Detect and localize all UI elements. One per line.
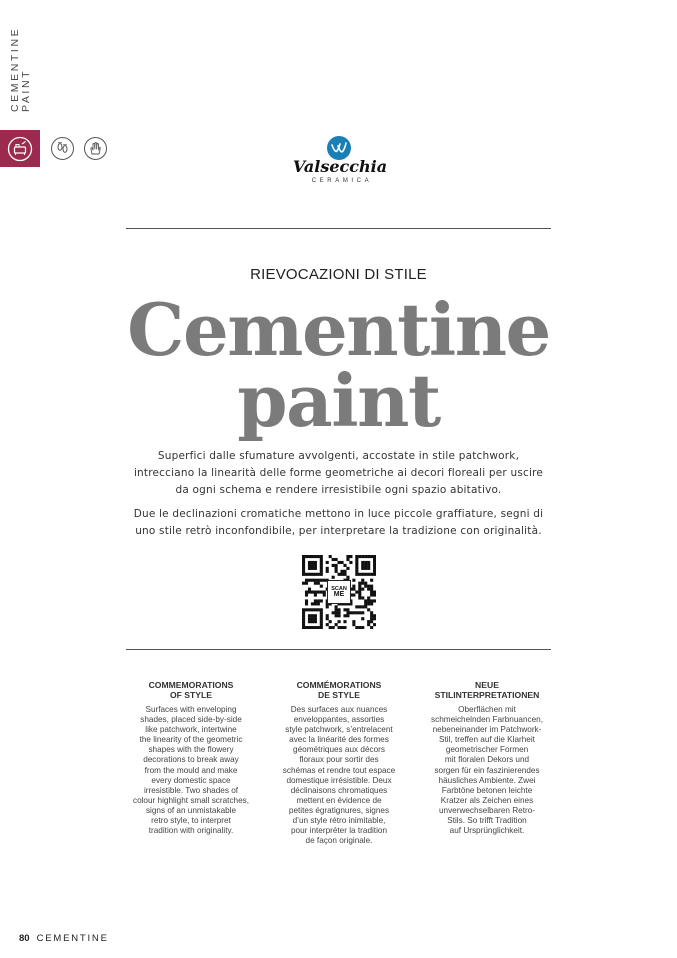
qr-module [349, 611, 352, 614]
qr-module [329, 626, 332, 629]
qr-module [349, 561, 352, 564]
qr-badge-line2: ME [333, 591, 345, 598]
qr-module [355, 611, 358, 614]
brand-subtitle: CERAMICA [311, 178, 373, 184]
qr-module [320, 626, 323, 629]
qr-module [332, 611, 335, 614]
qr-module [358, 591, 361, 594]
qr-module [373, 567, 376, 570]
qr-module [361, 582, 364, 585]
qr-module [308, 588, 311, 591]
qr-module [311, 579, 314, 582]
qr-module [320, 564, 323, 567]
qr-module [308, 617, 311, 620]
qr-module [367, 623, 370, 626]
qr-module [326, 605, 329, 608]
qr-module [364, 582, 367, 585]
qr-module [370, 617, 373, 620]
qr-module [355, 570, 358, 573]
qr-module [314, 573, 317, 576]
qr-module [317, 626, 320, 629]
qr-module [305, 579, 308, 582]
qr-module [338, 620, 341, 623]
column-body: Des surfaces aux nuances enveloppantes, assorties style patchwork, s’entrelacent avec la linéarité des formes géométriques aux décors floraux pour sortir des schémas et rendre tout espace domestique irrésistible. Deux déclinaisons chromatiques mettent en évidence de petites égratignures, signes d’un style rétro inimitable, pour interpréter la tradition de façon originale. [282, 705, 396, 846]
qr-module [332, 626, 335, 629]
qr-module [338, 561, 341, 564]
qr-module [361, 605, 364, 608]
qr-module [364, 605, 367, 608]
qr-module [370, 611, 373, 614]
section-kicker: RIEVOCAZIONI DI STILE [250, 266, 427, 283]
qr-module [367, 596, 370, 599]
qr-module [314, 579, 317, 582]
qr-module [370, 602, 373, 605]
qr-module [367, 585, 370, 588]
qr-module [346, 608, 349, 611]
qr-module [308, 564, 311, 567]
qr-module [358, 611, 361, 614]
qr-module [361, 626, 364, 629]
qr-module [317, 555, 320, 558]
qr-module [355, 605, 358, 608]
footer-section: CEMENTINE [36, 933, 109, 944]
qr-module [364, 564, 367, 567]
qr-module [317, 591, 320, 594]
qr-module [367, 555, 370, 558]
side-section-label [6, 14, 36, 114]
qr-module [302, 623, 305, 626]
qr-module [346, 576, 349, 579]
qr-module [311, 591, 314, 594]
qr-module [361, 573, 364, 576]
qr-module [308, 561, 311, 564]
qr-module [326, 561, 329, 564]
qr-module [311, 626, 314, 629]
qr-module [302, 611, 305, 614]
qr-module [343, 620, 346, 623]
qr-module [302, 626, 305, 629]
qr-module [373, 623, 376, 626]
qr-module [332, 576, 335, 579]
qr-module [320, 591, 323, 594]
qr-module [358, 555, 361, 558]
qr-module [346, 614, 349, 617]
qr-module [355, 591, 358, 594]
qr-module [317, 573, 320, 576]
qr-module [367, 599, 370, 602]
qr-module [352, 611, 355, 614]
qr-module [311, 564, 314, 567]
qr-module [305, 599, 308, 602]
qr-module [338, 611, 341, 614]
qr-module [311, 573, 314, 576]
qr-module [314, 555, 317, 558]
qr-module [370, 591, 373, 594]
qr-module [323, 593, 326, 596]
qr-module [314, 582, 317, 585]
column-german [420, 680, 554, 836]
column-heading: COMMEMORATIONS OF STYLE [148, 680, 234, 700]
qr-module [335, 570, 338, 573]
qr-module [358, 596, 361, 599]
column-heading: NEUE STILINTERPRETATIONEN [434, 680, 540, 700]
qr-module [314, 561, 317, 564]
qr-module [367, 573, 370, 576]
qr-module [355, 573, 358, 576]
qr-module [302, 582, 305, 585]
qr-module [358, 626, 361, 629]
qr-module [305, 555, 308, 558]
qr-module [343, 573, 346, 576]
qr-module [335, 558, 338, 561]
qr-module [343, 564, 346, 567]
qr-module [373, 591, 376, 594]
qr-module [340, 561, 343, 564]
qr-module [335, 567, 338, 570]
qr-module [361, 564, 364, 567]
qr-module [314, 617, 317, 620]
qr-module [370, 555, 373, 558]
qr-module [302, 555, 305, 558]
qr-module [326, 567, 329, 570]
qr-module [308, 620, 311, 623]
qr-module [373, 599, 376, 602]
qr-module [335, 611, 338, 614]
qr-module [370, 614, 373, 617]
qr-module [308, 573, 311, 576]
qr-module [320, 579, 323, 582]
qr-module [367, 608, 370, 611]
qr-module [358, 605, 361, 608]
qr-module [335, 614, 338, 617]
qr-module [320, 561, 323, 564]
footprints-icon [51, 137, 74, 160]
qr-module [320, 567, 323, 570]
qr-module [302, 614, 305, 617]
brand-logo [280, 134, 400, 190]
qr-module [311, 617, 314, 620]
qr-module [343, 570, 346, 573]
qr-module [311, 567, 314, 570]
qr-module [329, 620, 332, 623]
qr-module [302, 567, 305, 570]
qr-module [343, 626, 346, 629]
page-footer [19, 933, 109, 944]
qr-module [314, 602, 317, 605]
qr-module [373, 570, 376, 573]
qr-module [320, 608, 323, 611]
qr-module [317, 608, 320, 611]
qr-module [302, 564, 305, 567]
qr-module [326, 614, 329, 617]
qr-module [352, 585, 355, 588]
page-number: 80 [19, 933, 30, 944]
qr-module [323, 591, 326, 594]
qr-module [370, 573, 373, 576]
qr-module [355, 567, 358, 570]
qr-module [367, 620, 370, 623]
qr-module [343, 614, 346, 617]
qr-module [320, 623, 323, 626]
qr-module [314, 591, 317, 594]
side-label-line1: CEMENTINE [9, 26, 21, 112]
qr-module [361, 555, 364, 558]
qr-module [361, 579, 364, 582]
qr-module [302, 570, 305, 573]
qr-module [302, 561, 305, 564]
qr-module [314, 620, 317, 623]
intro-paragraph-2: Due le declinazioni cromatiche mettono in luce piccole graffiature, segni di uno stile retrò inconfondibile, per interpretare la tradizione con originalità. [133, 508, 544, 537]
qr-module [358, 588, 361, 591]
qr-module [367, 602, 370, 605]
page-title [100, 287, 577, 443]
bottom-divider [126, 649, 551, 650]
qr-module [361, 588, 364, 591]
qr-module [314, 608, 317, 611]
qr-module [361, 567, 364, 570]
qr-module [370, 593, 373, 596]
qr-module [305, 593, 308, 596]
qr-module [370, 626, 373, 629]
qr-module [367, 561, 370, 564]
qr-module [340, 570, 343, 573]
title-line2: paint [237, 358, 440, 443]
top-divider [126, 228, 551, 229]
qr-module [326, 623, 329, 626]
qr-module [355, 561, 358, 564]
qr-module [358, 593, 361, 596]
qr-module [302, 608, 305, 611]
qr-module [314, 626, 317, 629]
qr-module [373, 561, 376, 564]
qr-module [358, 582, 361, 585]
qr-module [320, 617, 323, 620]
qr-badge-line1: SCAN [331, 586, 347, 592]
qr-module [335, 564, 338, 567]
column-english [124, 680, 258, 836]
qr-module [311, 602, 314, 605]
qr-module [314, 593, 317, 596]
qr-module [308, 579, 311, 582]
qr-module [358, 585, 361, 588]
qr-code[interactable] [302, 555, 376, 629]
qr-module [317, 602, 320, 605]
qr-module [355, 555, 358, 558]
intro-text [126, 448, 551, 547]
qr-module [305, 582, 308, 585]
qr-module [346, 567, 349, 570]
qr-module [308, 626, 311, 629]
column-heading: COMMÉMORATIONS DE STYLE [296, 680, 382, 700]
qr-module [364, 585, 367, 588]
qr-module [370, 599, 373, 602]
qr-module [364, 561, 367, 564]
qr-module [340, 573, 343, 576]
qr-module [338, 626, 341, 629]
qr-module [352, 579, 355, 582]
qr-module [305, 608, 308, 611]
qr-module [373, 614, 376, 617]
qr-module [320, 558, 323, 561]
qr-module [364, 573, 367, 576]
qr-module [314, 564, 317, 567]
column-french [272, 680, 406, 846]
qr-module [364, 567, 367, 570]
qr-module [349, 555, 352, 558]
qr-module [370, 585, 373, 588]
qr-module [361, 617, 364, 620]
qr-module [367, 567, 370, 570]
qr-module [317, 579, 320, 582]
qr-module [320, 620, 323, 623]
side-label-line2: PAINT [20, 68, 32, 112]
column-body: Oberflächen mit schmeichelnden Farbnuancen, nebeneinander im Patchwork- Stil, treffen auf die Klarheit geometrischer Formen mit floralen Dekors und sorgen für ein faszinierendes häusliches Ambiente. Zwei Farbtöne betonen leichte Kratzer als Zeichen eines unverwechselbaren Retro- Stils. So trifft Tradition auf Ursprünglichkeit. [431, 705, 543, 836]
qr-module [308, 608, 311, 611]
qr-module [320, 611, 323, 614]
qr-module [352, 588, 355, 591]
qr-module [373, 564, 376, 567]
qr-module [314, 599, 317, 602]
qr-module [373, 555, 376, 558]
qr-module [367, 588, 370, 591]
qr-module [332, 564, 335, 567]
qr-module [320, 599, 323, 602]
qr-module [364, 555, 367, 558]
qr-module [302, 620, 305, 623]
hand-touch-icon [84, 137, 107, 160]
qr-module [317, 599, 320, 602]
qr-module [305, 626, 308, 629]
qr-module [335, 608, 338, 611]
qr-module [335, 623, 338, 626]
qr-module [302, 617, 305, 620]
qr-module [367, 564, 370, 567]
qr-module [338, 573, 341, 576]
qr-module [329, 555, 332, 558]
qr-module [370, 579, 373, 582]
qr-module [311, 614, 314, 617]
qr-module [320, 573, 323, 576]
qr-module [308, 591, 311, 594]
qr-module [373, 558, 376, 561]
qr-module [370, 588, 373, 591]
qr-module [311, 608, 314, 611]
qr-module [308, 555, 311, 558]
qr-module [373, 593, 376, 596]
qr-module [355, 626, 358, 629]
qr-module [346, 555, 349, 558]
column-body: Surfaces with enveloping shades, placed side-by-side like patchwork, intertwine the linearity of the geometric shapes with the flowery decorations to break away from the mould and make every domestic space irresistible. Two shades of colour highlight small scratches, signs of an unmistakable retro style, to interpret tradition with originality. [132, 705, 250, 836]
qr-module [364, 599, 367, 602]
qr-module [352, 593, 355, 596]
qr-module [355, 558, 358, 561]
qr-module [302, 558, 305, 561]
qr-module [361, 561, 364, 564]
qr-module [352, 620, 355, 623]
qr-module [326, 570, 329, 573]
qr-module [320, 614, 323, 617]
qr-module [305, 591, 308, 594]
qr-module [332, 558, 335, 561]
qr-module [305, 602, 308, 605]
qr-module [346, 611, 349, 614]
qr-module [343, 608, 346, 611]
indoor-room-icon [0, 130, 40, 167]
qr-module [320, 555, 323, 558]
qr-module [352, 623, 355, 626]
qr-module [335, 605, 338, 608]
qr-module [373, 617, 376, 620]
brand-name: Valsecchia [292, 157, 388, 176]
qr-module [338, 608, 341, 611]
qr-module [311, 555, 314, 558]
qr-module [320, 570, 323, 573]
qr-module [358, 573, 361, 576]
qr-module [302, 573, 305, 576]
qr-module [320, 585, 323, 588]
qr-module [305, 573, 308, 576]
qr-module [340, 626, 343, 629]
qr-module [361, 611, 364, 614]
qr-module [361, 596, 364, 599]
qr-module [323, 579, 326, 582]
qr-module [314, 567, 317, 570]
qr-module [314, 614, 317, 617]
qr-module [311, 620, 314, 623]
qr-module [355, 564, 358, 567]
qr-module [311, 561, 314, 564]
qr-module [338, 614, 341, 617]
title-line1: Cementine [127, 287, 550, 372]
qr-module [370, 620, 373, 623]
intro-paragraph-1: Superfici dalle sfumature avvolgenti, accostate in stile patchwork, intrecciano la linearità delle forme geometriche ai decori floreali per uscire da ogni schema e rendere irresistibile ogni spazio abitativo. [133, 450, 544, 496]
qr-module [326, 617, 329, 620]
qr-module [308, 614, 311, 617]
qr-module [346, 558, 349, 561]
qr-scan-badge [327, 580, 351, 604]
qr-module [364, 602, 367, 605]
qr-module [373, 573, 376, 576]
qr-module [308, 567, 311, 570]
qr-module [317, 582, 320, 585]
